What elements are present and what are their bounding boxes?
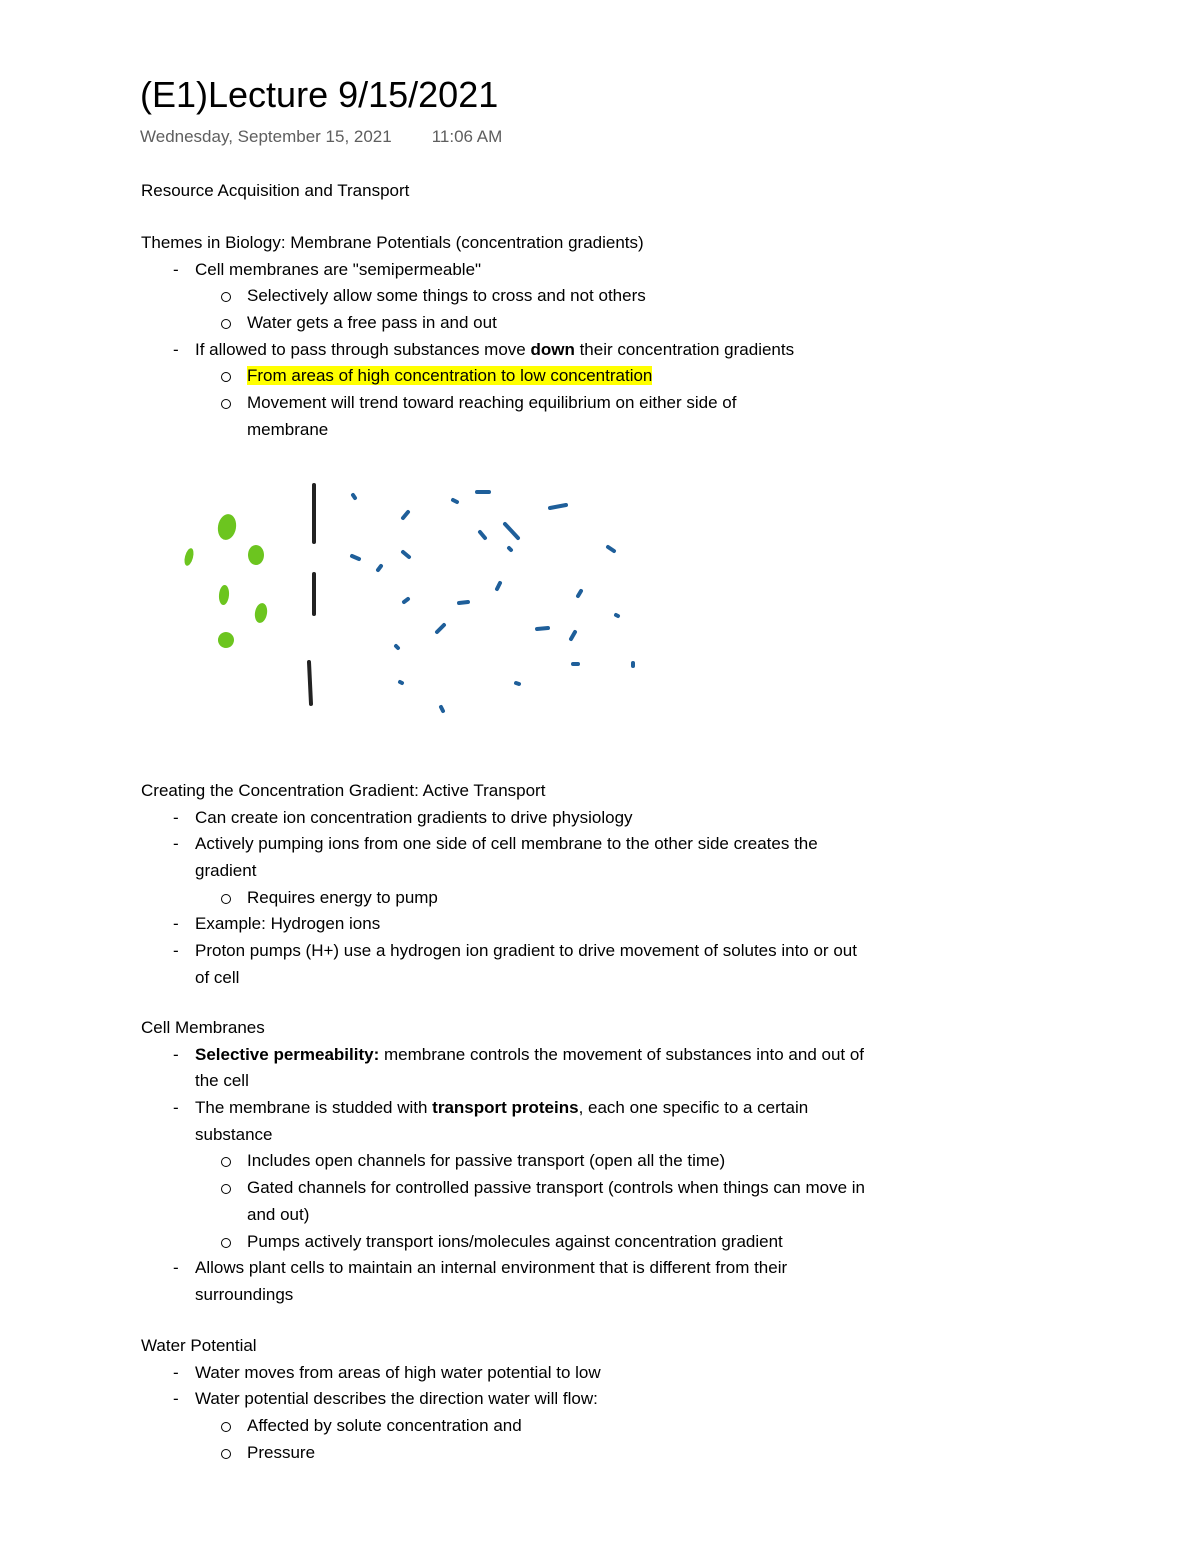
list-item-continuation: and out) [247,1204,310,1224]
blue-molecule [571,632,575,639]
list-item-text: Can create ion concentration gradients to drive physiology [195,807,633,827]
blue-molecule [352,556,359,559]
dash-bullet: - [173,1098,179,1118]
list-item-text: Allows plant cells to maintain an internal environment that is different from their [195,1258,788,1278]
bold-text: down [530,339,575,359]
section-heading: Themes in Biology: Membrane Potentials (concentration gradients) [141,233,644,252]
list-item-continuation: of cell [195,967,240,987]
blue-molecule [505,524,518,538]
list-item [141,938,1001,965]
list-item-text: Affected by solute concentration and [247,1416,522,1436]
list-item [141,257,1001,284]
list-item-text: The membrane is studded with [195,1098,433,1118]
circle-bullet-icon [221,1157,231,1167]
list-item [141,1360,1001,1387]
list-item-text: Water moves from areas of high water potential to low [195,1362,601,1382]
dash-bullet: - [173,1389,179,1409]
blue-molecule [353,495,355,498]
section-heading: Cell Membranes [141,1018,265,1037]
list-item-continuation: substance [195,1124,273,1144]
list-item-continuation: surroundings [195,1284,294,1304]
blue-molecule [550,505,566,508]
green-molecules [183,513,269,651]
blue-molecule [441,707,443,711]
section-heading: Water Potential [141,1336,257,1355]
list-item-text: Requires energy to pump [247,887,438,907]
list-item [141,1413,1001,1440]
blue-molecule [516,683,519,684]
list-item-continuation: membrane [247,419,329,439]
blue-molecule [403,552,409,557]
list-item [141,1148,1001,1175]
list-item-text: Actively pumping ions from one side of cell membrane to the other side creates the [195,834,818,854]
list-item [141,1229,1001,1256]
list-item-text: Selectively allow some things to cross and not others [247,286,646,306]
circle-bullet-icon [221,319,231,329]
circle-bullet-icon [221,1422,231,1432]
list-item [141,885,1001,912]
list-item-continuation: the cell [195,1071,249,1091]
dash-bullet: - [173,807,179,827]
section-heading: Resource Acquisition and Transport [141,181,410,200]
blue-molecule [578,591,581,596]
dash-bullet: - [173,259,179,279]
blue-molecule [537,628,548,629]
blue-molecule [378,566,381,570]
section-heading: Creating the Concentration Gradient: Active Transport [141,781,546,800]
page-time: 11:06 AM [431,127,503,146]
dash-bullet: - [173,941,179,961]
blue-molecule [459,602,468,603]
blue-molecule [396,646,398,648]
blue-molecules [352,492,633,711]
green-molecule [216,513,238,542]
dash-bullet: - [173,1258,179,1278]
section-water-potential [141,1333,1001,1466]
page-date: Wednesday, September 15, 2021 [140,127,392,146]
list-item-text: membrane controls the movement of substances into and out of [379,1044,865,1064]
blue-molecule [497,583,500,589]
membrane-segment [309,662,311,704]
circle-bullet-icon [221,1184,231,1194]
blue-molecule [453,500,457,502]
list-item [141,1095,1001,1122]
section-resource-acquisition [141,178,1001,205]
blue-molecule [608,547,614,551]
list-item [141,1042,1001,1069]
green-molecule [253,602,268,624]
list-item-continuation: gradient [195,861,257,881]
list-item-text: Gated channels for controlled passive transport (controls when things can move in [247,1178,865,1198]
bold-text: transport proteins [432,1098,579,1118]
list-item [141,911,1001,938]
list-item [141,337,1001,364]
list-item [141,390,1001,417]
list-item [141,283,1001,310]
green-molecule [248,545,264,565]
page-date-time [140,127,502,147]
list-item [141,363,1001,390]
bold-text: Selective permeability: [195,1044,380,1064]
list-item-text: Cell membranes are "semipermeable" [195,259,482,279]
list-item-text: , each one specific to a certain [578,1098,809,1118]
list-item-text: Proton pumps (H+) use a hydrogen ion gradient to drive movement of solutes into or out [195,941,857,961]
dash-bullet: - [173,1044,179,1064]
circle-bullet-icon [221,399,231,409]
blue-molecule [480,532,485,538]
membrane-lines [309,485,314,704]
list-item-text: Water gets a free pass in and out [247,313,497,333]
list-item [141,805,1001,832]
list-item-text: If allowed to pass through substances move [195,339,531,359]
blue-molecule [403,512,408,518]
section-active-transport [141,778,1001,992]
list-item-text: Pressure [247,1442,316,1462]
dash-bullet: - [173,339,179,359]
list-item [141,831,1001,858]
list-item [141,1255,1001,1282]
green-molecule [216,630,237,651]
circle-bullet-icon [221,1238,231,1248]
circle-bullet-icon [221,372,231,382]
list-item-text: Pumps actively transport ions/molecules against concentration gradient [247,1231,783,1251]
list-item [141,310,1001,337]
list-item-text: their concentration gradients [574,339,795,359]
list-item-text: Water potential describes the direction water will flow: [195,1389,598,1409]
dash-bullet: - [173,914,179,934]
list-item [141,1440,1001,1467]
blue-molecule [437,625,444,632]
dash-bullet: - [173,1362,179,1382]
section-cell-membranes [141,1015,1001,1309]
list-item [141,1175,1001,1202]
list-item [141,1386,1001,1413]
circle-bullet-icon [221,1449,231,1459]
highlighted-text: From areas of high concentration to low concentration [247,366,653,386]
blue-molecule [616,615,618,616]
blue-molecule [404,599,408,602]
green-molecule [218,585,230,606]
blue-molecule [509,548,511,550]
list-item-text: Movement will trend toward reaching equilibrium on either side of [247,393,737,413]
list-item-text: Example: Hydrogen ions [195,914,381,934]
green-molecule [183,547,195,566]
blue-molecule [400,682,402,683]
list-item-text: Includes open channels for passive transport (open all the time) [247,1151,726,1171]
circle-bullet-icon [221,292,231,302]
page-title: (E1)Lecture 9/15/2021 [140,74,499,115]
section-membrane-potentials [141,230,1001,444]
dash-bullet: - [173,834,179,854]
circle-bullet-icon [221,894,231,904]
